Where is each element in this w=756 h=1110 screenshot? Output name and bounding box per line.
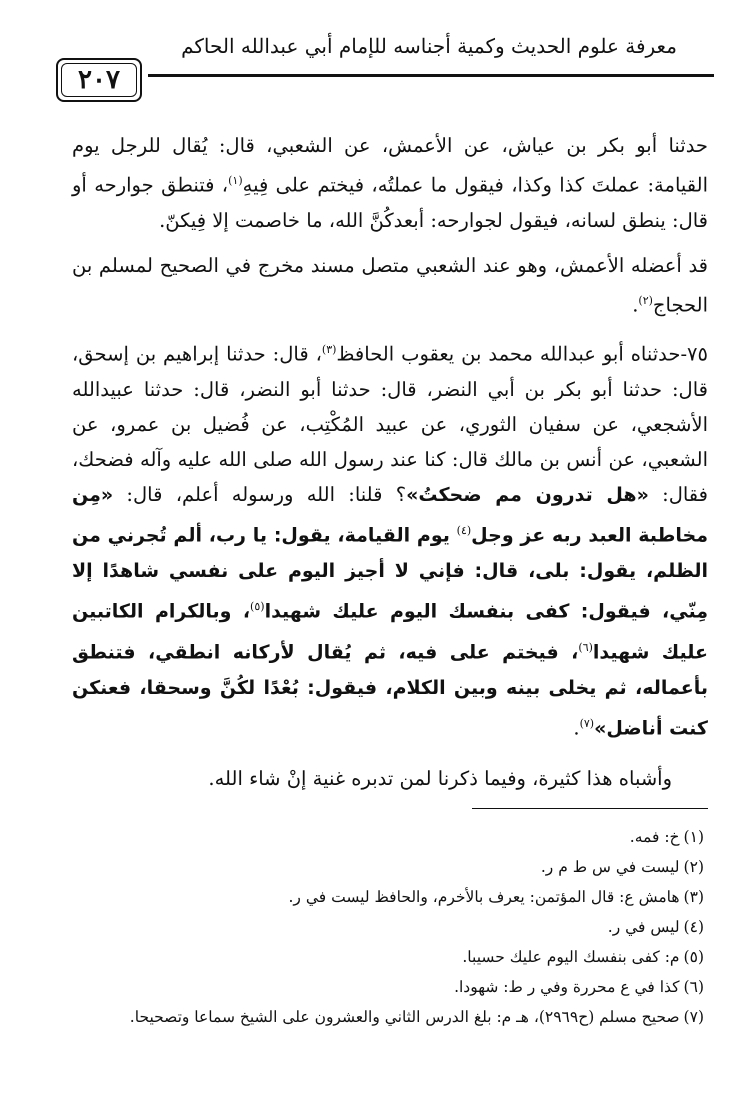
- footnote-text: هامش ع: قال المؤتمن: يعرف بالأخرم، والحافظ ليست في ر.: [288, 888, 680, 906]
- footnote-ref-3: (٣): [321, 343, 337, 356]
- footnote-ref-2: (٢): [638, 293, 653, 307]
- footnote-number: (٣): [683, 888, 704, 906]
- footnote-item: [52, 972, 704, 1002]
- hadith-quote-5: ، فيختم على فيه، ثم يُقال لأركانه انطقي، فتنطق بأعماله، ثم يخلى بينه وبين الكلام، فيقول: بُعْدًا لكُنَّ وسحقا، فعنكن كنت أناضل»: [72, 641, 708, 740]
- footnote-number: (١): [683, 828, 704, 846]
- isnad-text-c: ؟ قلنا: الله ورسوله أعلم، قال:: [113, 482, 407, 506]
- footnote-ref-6: (٦): [578, 640, 593, 654]
- footnote-text: م: كفى بنفسك اليوم عليك حسيبا.: [462, 948, 680, 966]
- footnote-number: (٥): [683, 948, 704, 966]
- hadith-quote-1: «هل تدرون مم ضحكتُ»: [406, 483, 649, 506]
- footnote-text: ليست في س ط م ر.: [540, 858, 680, 876]
- running-title: معرفة علوم الحديث وكمية أجناسه للإمام أبي عبدالله الحاكم: [181, 34, 677, 58]
- footnote-ref-7: (٧): [579, 717, 595, 730]
- footnote-number: (٦): [683, 978, 704, 996]
- footnote-item: [52, 822, 704, 852]
- footnote-item: [52, 942, 704, 972]
- footnote-ref-4: (٤): [456, 523, 472, 537]
- footnote-separator: [472, 808, 708, 809]
- paragraph-1-text-a: حدثنا أبو بكر بن عياش، عن الأعمش، عن الشعبي، قال: يُقال للرجل يوم القيامة: عملتَ كذا وكذا، فيقول ما عملتُه، فيختم على فِيهِ: [72, 134, 708, 197]
- footnote-ref-5: (٥): [250, 600, 265, 613]
- paragraph-1-text-b: ، فتنطق جوارحه أو قال: ينطق لسانه، فيقول لجوارحه: أبعدكُنَّ الله، ما خاصمت إلا فِيكنّ.: [72, 173, 708, 232]
- footnote-text: كذا في ع محررة وفي ر ط: شهودا.: [454, 978, 680, 996]
- isnad-text-d: .: [573, 716, 580, 740]
- page-number: ٢٠٧: [56, 58, 142, 102]
- footnote-item: [52, 882, 704, 912]
- paragraph-2-text-a: قد أعضله الأعمش، وهو عند الشعبي متصل مسند مخرج في الصحيح لمسلم بن الحجاج: [72, 253, 708, 316]
- hadith-quote-3: يوم القيامة، يقول: يا رب، ألم تُجرني من الظلم، يقول: بلى، قال: فإني لا أجيز اليوم على نفسي شاهدًا إلا مِنّي، فيقول: كفى بنفسك اليوم عليك شهيدا: [72, 524, 708, 623]
- footnote-text: صحيح مسلم (ح٢٩٦٩)، هـ م: بلغ الدرس الثاني والعشرون على الشيخ سماعا وتصحيحا.: [129, 1008, 680, 1026]
- paragraph-4: وأشباه هذا كثيرة، وفيما ذكرنا لمن تدبره غنية إنْ شاء الله.: [208, 766, 672, 790]
- footnote-text: خ: فمه.: [629, 828, 680, 846]
- footnote-item: [52, 912, 704, 942]
- footnote-number: (٧): [683, 1008, 704, 1026]
- footnote-number: (٤): [683, 918, 704, 936]
- footnotes: [52, 822, 704, 1032]
- header-rule: [148, 74, 714, 77]
- footnote-number: (٢): [683, 858, 704, 876]
- paragraph-2: [72, 248, 708, 323]
- isnad-text-a: ٧٥-حدثناه أبو عبدالله محمد بن يعقوب الحافظ: [336, 342, 708, 366]
- footnote-ref-1: (١): [228, 174, 243, 187]
- isnad-text-b: ، قال: حدثنا إبراهيم بن إسحق، قال: حدثنا أبو بكر بن أبي النضر، قال: حدثنا أبو النضر، قال: حدثنا عبيدالله الأشجعي، عن سفيان الثوري، عن عبيد المُكْتِب، عن فُضيل بن عمرو، عن الشعبي، عن أنس بن مالك قال: كنا عند رسول الله صلى الله عليه وآله فضحك، فقال:: [72, 342, 708, 506]
- paragraph-1: [72, 128, 708, 238]
- hadith-quote-4: ، وبالكرام الكاتبين عليك شهيدا: [72, 600, 708, 663]
- paragraph-2-text-b: .: [632, 293, 639, 316]
- footnote-item: [52, 852, 704, 882]
- footnote-text: ليس في ر.: [607, 918, 680, 936]
- paragraph-3: [72, 332, 708, 747]
- footnote-item: [52, 1002, 704, 1032]
- main-text: [72, 128, 708, 796]
- page-header: [60, 28, 714, 116]
- hadith-quote-2: «مِن مخاطبة العبد ربه عز وجل: [72, 483, 709, 546]
